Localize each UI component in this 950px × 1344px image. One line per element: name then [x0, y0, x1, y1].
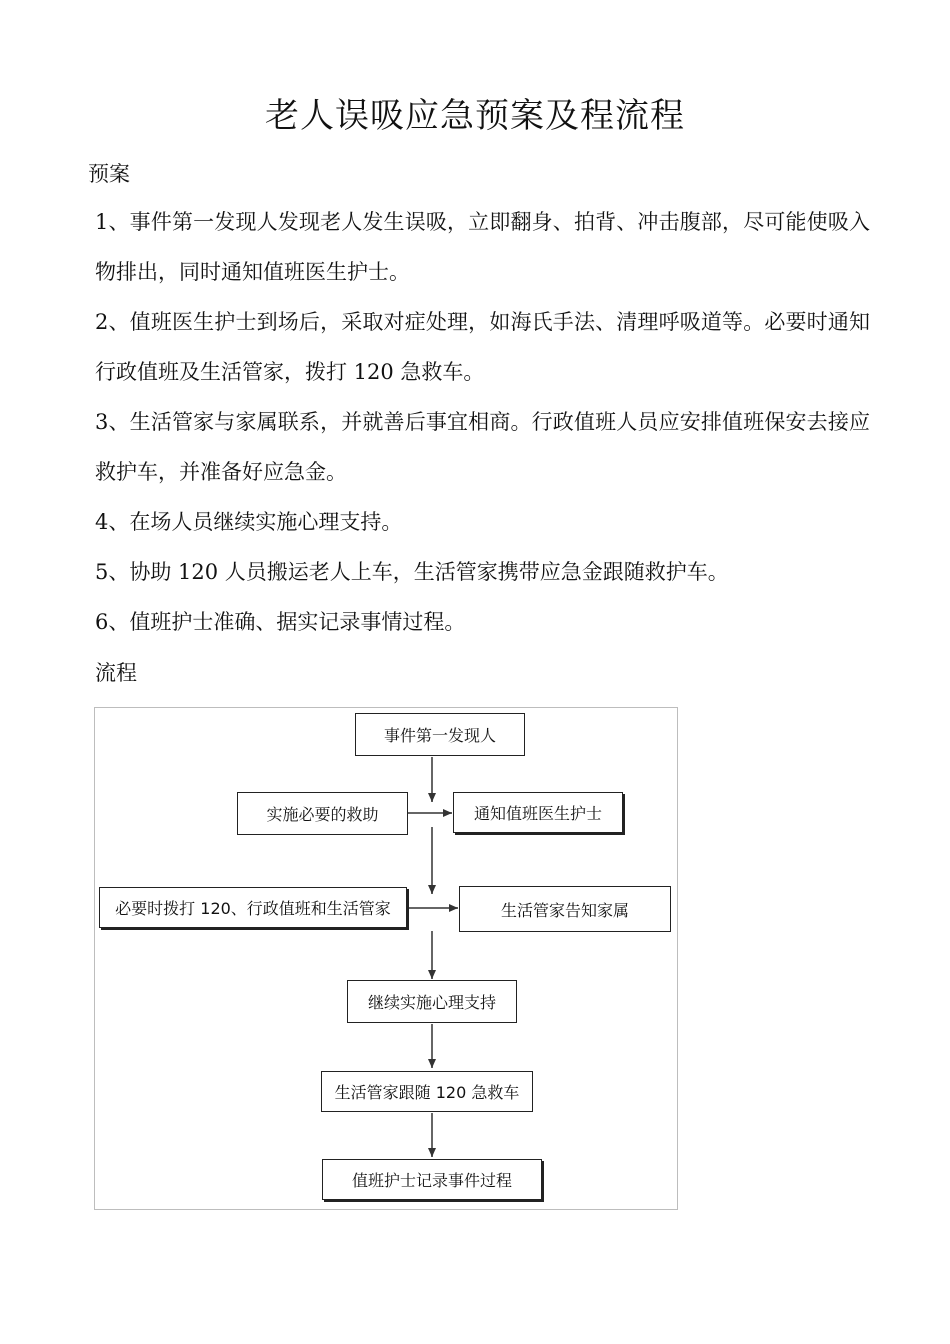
flow-node-psych-support: 继续实施心理支持	[347, 980, 517, 1023]
flow-heading: 流程	[95, 661, 137, 685]
flow-node-first-discoverer: 事件第一发现人	[355, 713, 525, 756]
step-4: 4、在场人员继续实施心理支持。	[95, 510, 403, 534]
page-title: 老人误吸应急预案及程流程	[265, 96, 685, 136]
flow-node-rescue: 实施必要的救助	[237, 792, 408, 835]
flow-node-call-120: 必要时拨打 120、行政值班和生活管家	[99, 887, 407, 928]
step-5: 5、协助 120 人员搬运老人上车，生活管家携带应急金跟随救护车。	[95, 560, 729, 584]
plan-heading: 预案	[88, 162, 130, 186]
flow-node-follow-ambulance: 生活管家跟随 120 急救车	[321, 1071, 533, 1112]
flow-node-record: 值班护士记录事件过程	[322, 1159, 542, 1200]
step-1: 1、事件第一发现人发现老人发生误吸，立即翻身、拍背、冲击腹部，尽可能使吸入物排出，同时通知值班医生护士。	[95, 210, 870, 284]
step-3: 3、生活管家与家属联系，并就善后事宜相商。行政值班人员应安排值班保安去接应救护车，并准备好应急金。	[95, 410, 870, 484]
step-6: 6、值班护士准确、据实记录事情过程。	[95, 610, 466, 634]
flow-node-inform-family: 生活管家告知家属	[459, 886, 671, 932]
flow-node-notify-staff: 通知值班医生护士	[453, 792, 623, 833]
step-2: 2、值班医生护士到场后，采取对症处理，如海氏手法、清理呼吸道等。必要时通知行政值班及生活管家，拨打 120 急救车。	[95, 310, 870, 384]
